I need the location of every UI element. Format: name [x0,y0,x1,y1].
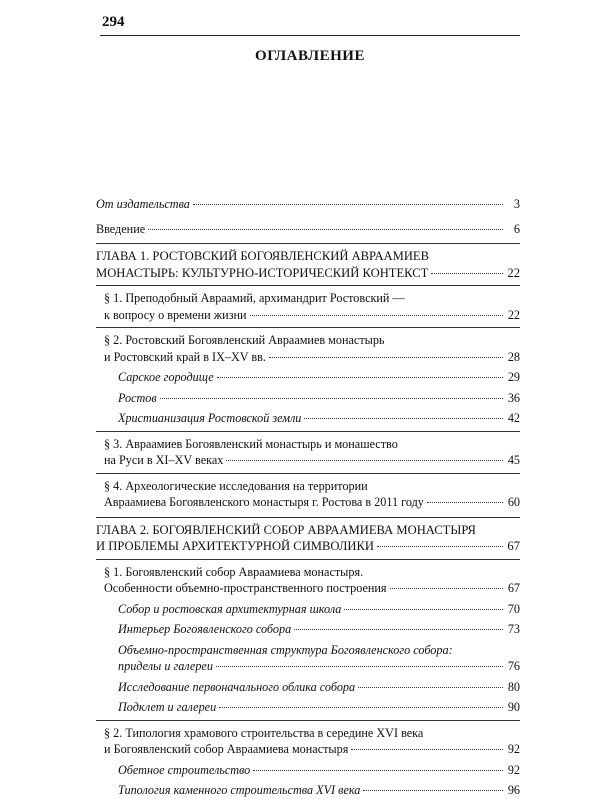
dot-leader [226,459,503,461]
dot-leader [358,686,503,688]
toc-entry-title: к вопросу о времени жизни [104,307,247,322]
toc-entry-title: Подклет и галереи [118,700,217,714]
toc-entry [96,782,520,799]
dot-leader [219,706,503,708]
toc-entry-title: приделы и галереи [118,659,213,673]
toc-entry-page: 92 [507,742,520,756]
dot-leader [250,314,503,316]
toc-entry [96,559,520,597]
toc-entry [96,369,520,386]
dot-leader [148,228,503,230]
toc-entry-title: Типология каменного строительства XVI века [118,783,361,797]
dot-leader [253,769,503,771]
dot-leader [216,665,503,667]
dot-leader [390,587,503,589]
dot-leader [304,417,503,419]
toc-entry-page: 22 [507,265,520,280]
toc-entry-page: 80 [507,679,520,694]
toc-entry [96,679,520,696]
toc-entry-page: 29 [507,370,520,384]
toc-entry-page: 42 [507,411,520,425]
page-title: ОГЛАВЛЕНИЕ [255,48,365,64]
toc-entry-title: Введение [96,221,146,236]
toc-entry-page: 3 [513,197,520,211]
toc-entry-page: 70 [507,601,520,616]
dot-leader [344,608,503,610]
header-rule [100,35,520,36]
toc-entry [96,410,520,427]
toc-entry [96,642,520,675]
dot-leader [363,789,503,791]
toc-entry [96,517,520,555]
dot-leader [427,501,503,503]
toc-entry [96,431,520,469]
toc-entry-title: ГЛАВА 1. РОСТОВСКИЙ БОГОЯВЛЕНСКИЙ АВРААМИЕВ [96,249,430,263]
toc-entry-title: Особенности объемно-пространственного построения [104,581,387,595]
toc-entry-page: 73 [507,622,520,636]
toc-entry-title: МОНАСТЫРЬ: КУЛЬТУРНО-ИСТОРИЧЕСКИЙ КОНТЕКСТ [96,265,429,280]
toc-entry [96,285,520,323]
toc-entry-title: на Руси в XI–XV веках [104,453,224,467]
toc-entry-title: Интерьер Богоявленского собора [118,622,292,636]
dot-leader [160,397,503,399]
dot-leader [377,545,503,547]
toc-entry [96,327,520,365]
toc-entry-page: 45 [507,453,520,467]
page-number: 294 [102,14,125,30]
toc-entry-title: и Богоявленский собор Авраамиева монастыря [104,742,349,756]
toc-entry [96,621,520,638]
toc-entry-title: Исследование первоначального облика собора [118,679,356,694]
toc-entry-page: 90 [507,700,520,714]
toc-entry [96,720,520,758]
toc-entry [96,473,520,511]
toc-entry-page: 22 [507,307,520,322]
toc-entry-page: 67 [507,581,520,595]
toc-entry-page: 96 [507,783,520,797]
toc-entry-page: 6 [513,221,520,236]
toc-entry-title: От издательства [96,197,190,211]
dot-leader [294,628,503,630]
toc-entry [96,699,520,716]
toc-entry-title: Сарское городище [118,370,214,384]
toc-entry [96,762,520,779]
dot-leader [269,356,503,358]
toc-entry-page: 67 [507,539,520,553]
toc-entry [96,221,520,238]
toc-entry-title: Авраамиева Богоявленского монастыря г. Ростова в 2011 году [104,495,424,509]
toc-entry-page: 36 [507,390,520,405]
toc-entry-title: § 2. Типология храмового строительства в середине XVI века [104,725,424,740]
toc-entry-page: 60 [507,495,520,509]
toc-entry-title: Обетное строительство [118,762,251,777]
dot-leader [431,272,503,274]
toc-entry-page: 76 [507,659,520,673]
toc-entry-title: § 2. Ростовский Богоявленский Авраамиев монастырь [104,333,385,347]
table-of-contents [96,196,520,799]
toc-entry-title: Собор и ростовская архитектурная школа [118,601,342,616]
toc-entry-title: Христианизация Ростовской земли [118,411,302,425]
toc-entry [96,243,520,281]
toc-entry-title: Объемно-пространственная структура Богоявленского собора: [118,642,453,657]
toc-entry-title: § 4. Археологические исследования на территории [104,478,368,493]
toc-entry-title: И ПРОБЛЕМЫ АРХИТЕКТУРНОЙ СИМВОЛИКИ [96,539,374,553]
toc-entry-title: § 3. Авраамиев Богоявленский монастырь и монашество [104,436,398,451]
toc-entry-page: 28 [507,349,520,364]
toc-entry-page: 92 [507,762,520,777]
toc-entry-title: § 1. Преподобный Авраамий, архимандрит Ростовский — [104,291,405,305]
toc-entry-title: § 1. Богоявленский собор Авраамиева монастыря. [104,564,364,579]
toc-entry [96,390,520,407]
dot-leader [217,376,503,378]
toc-entry [96,601,520,618]
toc-entry-title: ГЛАВА 2. БОГОЯВЛЕНСКИЙ СОБОР АВРААМИЕВА МОНАСТЫРЯ [96,522,476,537]
toc-entry-title: и Ростовский край в IX–XV вв. [104,349,266,364]
toc-entry [96,196,520,213]
toc-entry-title: Ростов [118,390,157,405]
dot-leader [193,203,503,205]
